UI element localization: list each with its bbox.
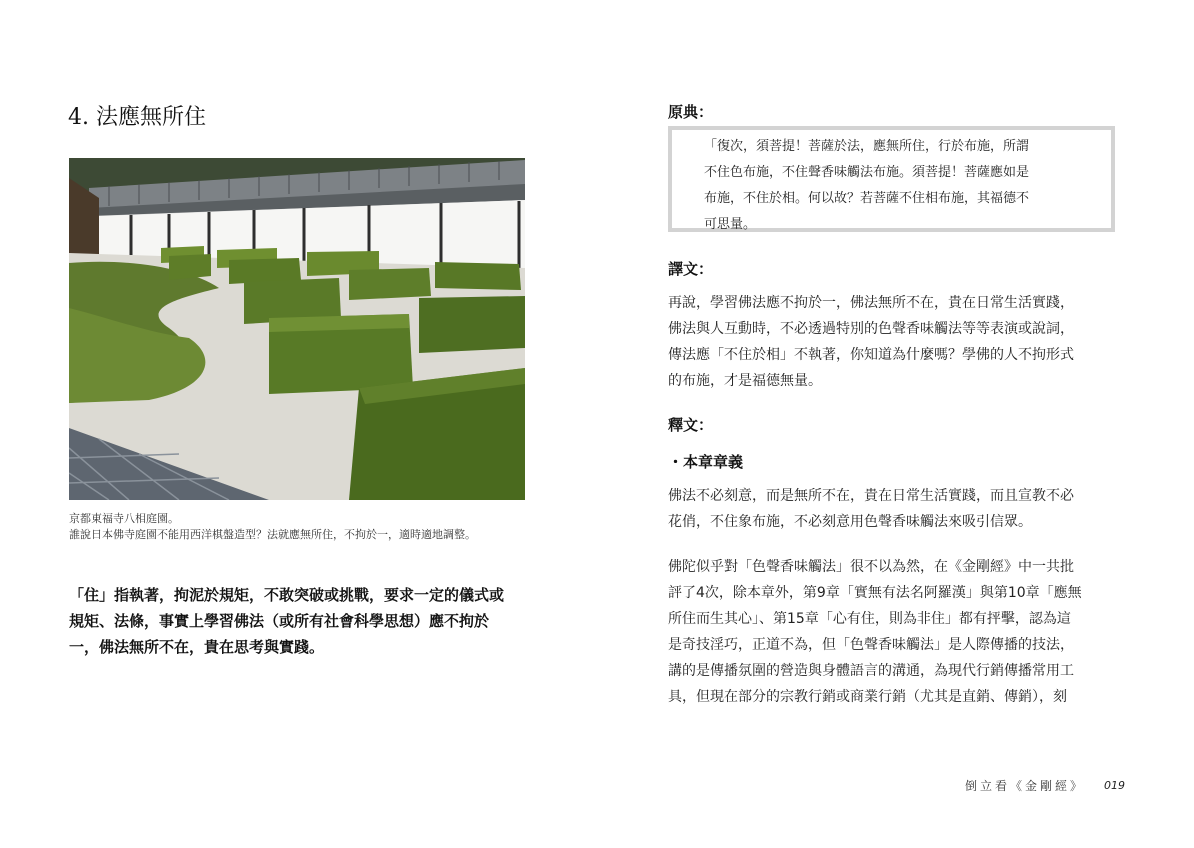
caption-line: 京都東福寺八相庭園。	[69, 512, 179, 525]
commentary-line: 評了4次，除本章外，第9章「實無有法名阿羅漢」與第10章「應無	[668, 585, 1082, 601]
temple-garden-photo	[69, 158, 525, 500]
original-line: 不住色布施，不住聲香味觸法布施。須菩提！菩薩應如是	[704, 165, 1030, 180]
chapter-title: 4. 法應無所住	[68, 105, 206, 130]
original-text-box	[668, 126, 1115, 232]
translation-heading: 譯文：	[668, 260, 714, 278]
translation-line: 再說，學習佛法應不拘於一，佛法無所不在，貴在日常生活實踐，	[668, 295, 1074, 311]
commentary-line: 佛陀似乎對「色聲香味觸法」很不以為然，在《金剛經》中一共批	[668, 559, 1074, 575]
original-heading: 原典：	[668, 103, 714, 121]
photo-caption	[69, 511, 476, 543]
commentary-line: 佛法不必刻意，而是無所不在，貴在日常生活實踐，而且宣教不必	[668, 488, 1074, 504]
emphasis-line: 規矩、法條，事實上學習佛法（或所有社會科學思想）應不拘於	[69, 612, 490, 630]
page-number: 019	[1104, 779, 1125, 792]
commentary-paragraph-1	[668, 483, 1074, 535]
emphasis-paragraph	[69, 582, 529, 660]
original-line: 布施，不住於相。何以故？若菩薩不住相布施，其福德不	[704, 191, 1030, 206]
translation-paragraph	[668, 290, 1074, 394]
translation-line: 傳法應「不住於相」不執著，你知道為什麼嗎？學佛的人不拘形式	[668, 347, 1074, 363]
chapter-meaning-subheading: ・本章章義	[668, 453, 744, 471]
running-footer-title: 倒立看《金剛經》	[965, 779, 1086, 793]
translation-line: 佛法與人互動時，不必透過特別的色聲香味觸法等等表演或說詞，	[668, 321, 1074, 337]
commentary-line: 具，但現在部分的宗教行銷或商業行銷（尤其是直銷、傳銷），刻	[668, 689, 1067, 705]
emphasis-line: 「住」指執著，拘泥於規矩，不敢突破或挑戰，要求一定的儀式或	[69, 586, 505, 604]
commentary-line: 所住而生其心」、第15章「心有住，則為非住」都有抨擊，認為這	[668, 611, 1071, 627]
original-line: 「復次，須菩提！菩薩於法，應無所住，行於布施，所謂	[704, 139, 1030, 154]
emphasis-line: 一，佛法無所不在，貴在思考與實踐。	[69, 638, 325, 656]
commentary-line: 是奇技淫巧，正道不為，但「色聲香味觸法」是人際傳播的技法，	[668, 637, 1074, 653]
commentary-heading: 釋文：	[668, 416, 714, 434]
commentary-paragraph-2	[668, 554, 1082, 710]
original-line: 可思量。	[704, 217, 757, 232]
caption-line: 誰說日本佛寺庭園不能用西洋棋盤造型？法就應無所住，不拘於一，適時適地調整。	[69, 528, 476, 541]
translation-line: 的布施，才是福德無量。	[668, 373, 822, 389]
commentary-line: 花俏，不住象布施，不必刻意用色聲香味觸法來吸引信眾。	[668, 514, 1032, 530]
commentary-line: 講的是傳播氛圍的營造與身體語言的溝通，為現代行銷傳播常用工	[668, 663, 1074, 679]
